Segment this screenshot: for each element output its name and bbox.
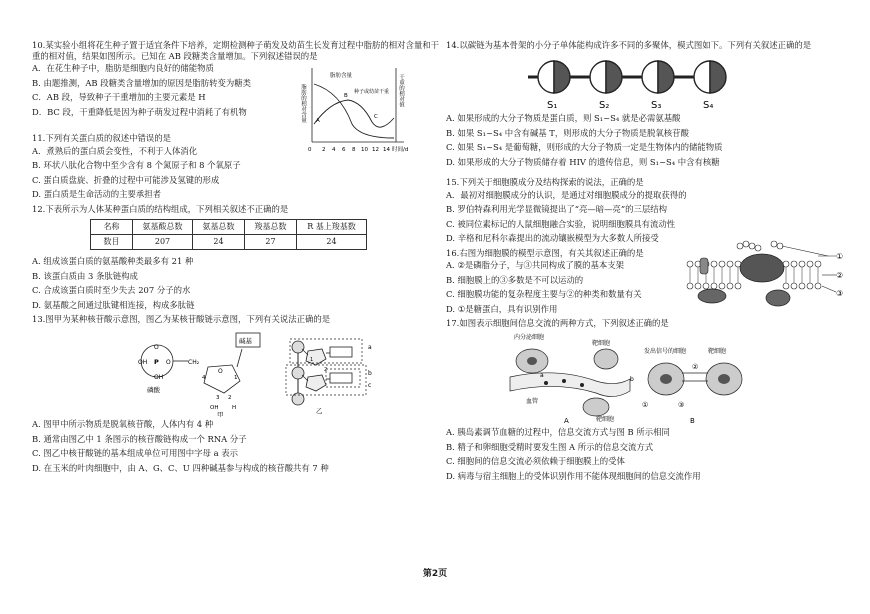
- mark-b: b: [630, 375, 634, 383]
- question-11-stem: 11.下列有关蛋白质的叙述中错误的是: [32, 133, 171, 143]
- target-label: 靶细胞: [592, 339, 611, 347]
- table-cell: 207: [133, 235, 193, 250]
- table-cell: 27: [245, 235, 297, 250]
- chain-label-b: b: [368, 369, 372, 377]
- question-16-option-d: D. ①是糖蛋白，具有识别作用: [446, 303, 558, 314]
- question-11-option-c: C. 蛋白质盘旋、折叠的过程中可能涉及氢键的形成: [32, 174, 220, 185]
- diagram-a: [510, 333, 634, 425]
- label-s1: S₁: [547, 99, 558, 111]
- question-13-stem: 13.图甲为某种核苷酸示意图，图乙为某核苷酸链示意图，下列有关说法正确的是: [32, 314, 331, 324]
- mark-circled-2: ②: [692, 362, 699, 371]
- question-11-option-b: B. 环状八肽化合物中至少含有 8 个氮原子和 8 个氧原子: [32, 160, 241, 170]
- target-label-3: 靶细胞: [708, 347, 727, 355]
- table-header-cell: R 基上羧基数: [297, 220, 367, 235]
- question-13: [32, 314, 440, 473]
- chain-label-a: a: [368, 343, 372, 351]
- mark-circled-3: ③: [678, 400, 685, 409]
- question-11-option-d: D. 蛋白质是生命活动的主要承担者: [32, 189, 161, 199]
- question-16-option-c: C. 细胞膜功能的复杂程度主要与②的种类和数量有关: [446, 289, 642, 299]
- table-header-cell: 羧基总数: [245, 220, 297, 235]
- left-column: [32, 40, 440, 477]
- seed-label: 种子或幼苗干重: [354, 89, 390, 95]
- table-cell: 24: [297, 235, 367, 250]
- sugar-1: 1: [234, 374, 238, 381]
- question-17-option-d: D. 病毒与宿主细胞上的受体识别作用不能体现细胞间的信息交流作用: [446, 470, 701, 481]
- phosphate-oh-bottom: OH: [154, 373, 164, 381]
- question-10-option-d: D．BC 段，干重降低是因为种子萌发过程中消耗了有机物: [32, 106, 247, 117]
- question-10-option-a: A．在花生种子中，脂肪是细胞内良好的储能物质: [32, 63, 214, 73]
- caption-a: A: [564, 416, 569, 425]
- question-17: [446, 318, 850, 481]
- question-12-option-c: C. 合成该蛋白质时至少失去 207 分子的水: [32, 285, 191, 295]
- question-14: [446, 40, 850, 167]
- question-16-option-a: A. ②是磷脂分子，与③共同构成了膜的基本支架: [446, 260, 625, 270]
- question-16-option-b: B. 细胞膜上的③多数是不可以运动的: [446, 274, 584, 285]
- monomer-s1: [538, 61, 570, 93]
- page-number: 第2页: [422, 569, 448, 579]
- caption-jia: 甲: [217, 410, 224, 417]
- glycoprotein-chain: [737, 241, 828, 256]
- amino-acid-table: [90, 219, 367, 250]
- table-row: [91, 235, 367, 250]
- membrane-model-figure: [678, 238, 850, 312]
- table-cell: 24: [193, 235, 245, 250]
- question-12-option-a: A. 组成该蛋白质的氨基酸种类最多有 21 种: [32, 256, 194, 266]
- fat-label: 脂肪含量: [330, 73, 353, 79]
- sugar-h-2: H: [232, 404, 237, 411]
- question-14-option-a: A. 如果形成的大分子物质是蛋白质，则 S₁~S₄ 就是必需氨基酸: [446, 113, 681, 123]
- sugar-3: 3: [216, 394, 220, 401]
- question-12: [32, 204, 440, 311]
- phosphate-o-top: O: [154, 343, 159, 351]
- phosphate-oh-left: OH: [138, 358, 148, 366]
- vessel-label: 血管: [526, 397, 539, 405]
- polymer-diagram: [446, 53, 850, 111]
- question-13-option-a: A. 图甲中所示物质是脱氧核苷酸，人体内有 4 种: [32, 419, 214, 429]
- question-11-option-a: A．煮熟后的蛋白质会变性，不利于人体消化: [32, 145, 198, 156]
- question-14-option-b: B. 如果 S₁~S₄ 中含有碱基 T，则形成的大分子物质是脱氧核苷酸: [446, 127, 689, 138]
- chain-label-1: 1: [310, 356, 314, 363]
- nucleotide-diagram-jia: [138, 333, 260, 417]
- phosphate-p: P: [154, 357, 159, 366]
- question-15: [446, 177, 850, 244]
- question-10-option-b: B. 由题推测，AB 段糖类含量增加的原因是脂肪转变为糖类: [32, 77, 251, 88]
- question-12-option-b: B. 该蛋白质由 3 条肽链构成: [32, 270, 138, 281]
- cell-communication-figure: [446, 331, 850, 425]
- question-17-stem: 17.如图表示细胞间信息交流的两种方式，下列叙述正确的是: [446, 318, 669, 328]
- question-12-option-d: D. 氨基酸之间通过肽键相连接，构成多肽链: [32, 299, 195, 310]
- base-label: 碱基: [239, 336, 252, 345]
- membrane-mark-3: ③: [836, 288, 844, 298]
- table-header-cell: 氨基酸总数: [133, 220, 193, 235]
- x-tick-8: 8: [352, 147, 356, 153]
- sugar-o: O: [218, 367, 223, 375]
- question-17-option-b: B. 精子和卵细胞受精时要发生图 A 所示的信息交流方式: [446, 441, 654, 452]
- question-16-options: [446, 260, 698, 314]
- caption-yi: 乙: [316, 406, 323, 415]
- monomer-s2: [590, 61, 622, 93]
- question-14-option-d: D. 如果形成的大分子物质储存着 HIV 的遗传信息，则 S₁~S₄ 中含有核糖: [446, 156, 720, 167]
- question-15-option-d: D. 辛格和尼科尔森提出的流动镶嵌模型为大多数人所接受: [446, 233, 659, 243]
- table-header-row: [91, 220, 367, 235]
- nucleotide-figure: [32, 327, 440, 417]
- question-10-option-c: C．AB 段，导致种子干重增加的主要元素是 H: [32, 92, 206, 102]
- point-a-label: A: [316, 118, 320, 124]
- diagram-b: [642, 347, 742, 425]
- chain-label-c: c: [368, 381, 372, 389]
- question-10-stem: 10.某实验小组将花生种子置于适宜条件下培养，定期检测种子萌发及幼苗生长发育过程中脂肪的相对含量和干重的相对值，结果如图所示。已知在 AB 段糖类含量增加。下列叙述错误的是: [32, 40, 439, 61]
- question-16-stem: 16.右图为细胞膜的模型示意图，有关其叙述正确的是: [446, 247, 644, 258]
- chain-label-2: 2: [324, 366, 328, 373]
- label-s3: S₃: [651, 99, 662, 111]
- question-13-option-b: B. 通常由图乙中 1 条图示的核苷酸链构成一个 RNA 分子: [32, 433, 247, 444]
- question-15-option-c: C. 被同位素标记的人鼠细胞融合实验，说明细胞膜具有流动性: [446, 218, 676, 229]
- x-origin-label: 0: [308, 147, 312, 153]
- phosphate-o-right: O: [166, 358, 171, 366]
- question-13-option-c: C. 图乙中核苷酸链的基本组成单位可用图中字母 a 表示: [32, 448, 238, 458]
- question-14-option-c: C. 如果 S₁~S₄ 是葡萄糖，则形成的大分子物质一定是生物体内的储能物质: [446, 142, 723, 152]
- sugar-oh-3: OH: [210, 404, 219, 411]
- x-tick-10: 10: [361, 147, 368, 153]
- question-10-options: [32, 63, 294, 117]
- membrane-mark-2: ②: [836, 270, 844, 280]
- table-header-cell: 名称: [91, 220, 133, 235]
- table-row-label: 数目: [91, 235, 133, 250]
- x-tick-6: 6: [342, 147, 346, 153]
- right-column: [446, 40, 850, 485]
- caption-b: B: [690, 416, 695, 425]
- question-12-stem: 12.下表所示为人体某种蛋白质的结构组成，下列相关叙述不正确的是: [32, 203, 289, 214]
- phosphate-label: 磷酸: [147, 385, 160, 394]
- x-axis-label: 时间/d: [392, 147, 409, 153]
- x-tick-2: 2: [322, 147, 326, 153]
- label-s2: S₂: [599, 99, 610, 111]
- question-15-option-a: A．最初对细胞膜成分的认识，是通过对细胞膜成分的提取获得的: [446, 189, 687, 200]
- point-b-label: B: [344, 93, 348, 99]
- question-17-option-c: C. 细胞间的信息交流必须依赖于细胞膜上的受体: [446, 456, 625, 466]
- mark-a: a: [540, 371, 544, 379]
- membrane-mark-1: ①: [836, 251, 844, 261]
- endocrine-label: 内分泌细胞: [514, 333, 545, 341]
- question-15-option-b: B. 罗伯特森利用光学显微镜提出了“亮—暗—亮”的三层结构: [446, 204, 668, 214]
- point-c-label: C: [374, 114, 378, 120]
- table-header-cell: 氨基总数: [193, 220, 245, 235]
- blood-vessel: [510, 372, 630, 396]
- sugar-2: 2: [228, 394, 232, 401]
- question-13-option-d: D. 在玉米的叶肉细胞中，由 A、G、C、U 四种碱基参与构成的核苷酸共有 7 种: [32, 462, 329, 473]
- sugar-4: 4: [202, 374, 206, 381]
- dryweight-curve: [314, 100, 394, 127]
- question-16: [446, 248, 850, 315]
- target-label-2: 靶细胞: [596, 415, 615, 423]
- monomer-s3: [642, 61, 674, 93]
- nucleotide-chain-yi: [286, 339, 372, 415]
- label-s4: S₄: [703, 99, 714, 111]
- graph-y-label: 脂肪的相对含量: [300, 84, 306, 123]
- ch2-label: CH₂: [188, 358, 200, 366]
- x-tick-4: 4: [332, 147, 336, 153]
- question-15-stem: 15.下列关于细胞膜成分及结构探索的说法，正确的是: [446, 177, 644, 187]
- question-17-option-a: A. 胰岛素调节血糖的过程中，信息交流方式与图 B 所示相同: [446, 427, 670, 437]
- x-tick-14: 14: [383, 147, 390, 153]
- question-14-stem: 14.以碳链为基本骨架的小分子单体能构成许多不同的多聚体，模式图如下。下列有关叙述正确的是: [446, 40, 812, 50]
- mark-circled-1: ①: [642, 400, 649, 409]
- monomer-s4: [694, 61, 726, 93]
- graph-y2-label: 干重的相对值: [398, 74, 404, 107]
- x-tick-12: 12: [372, 147, 379, 153]
- fat-dryweight-graph: [300, 62, 420, 158]
- signal-cell-label: 发出信号的细胞: [644, 347, 687, 355]
